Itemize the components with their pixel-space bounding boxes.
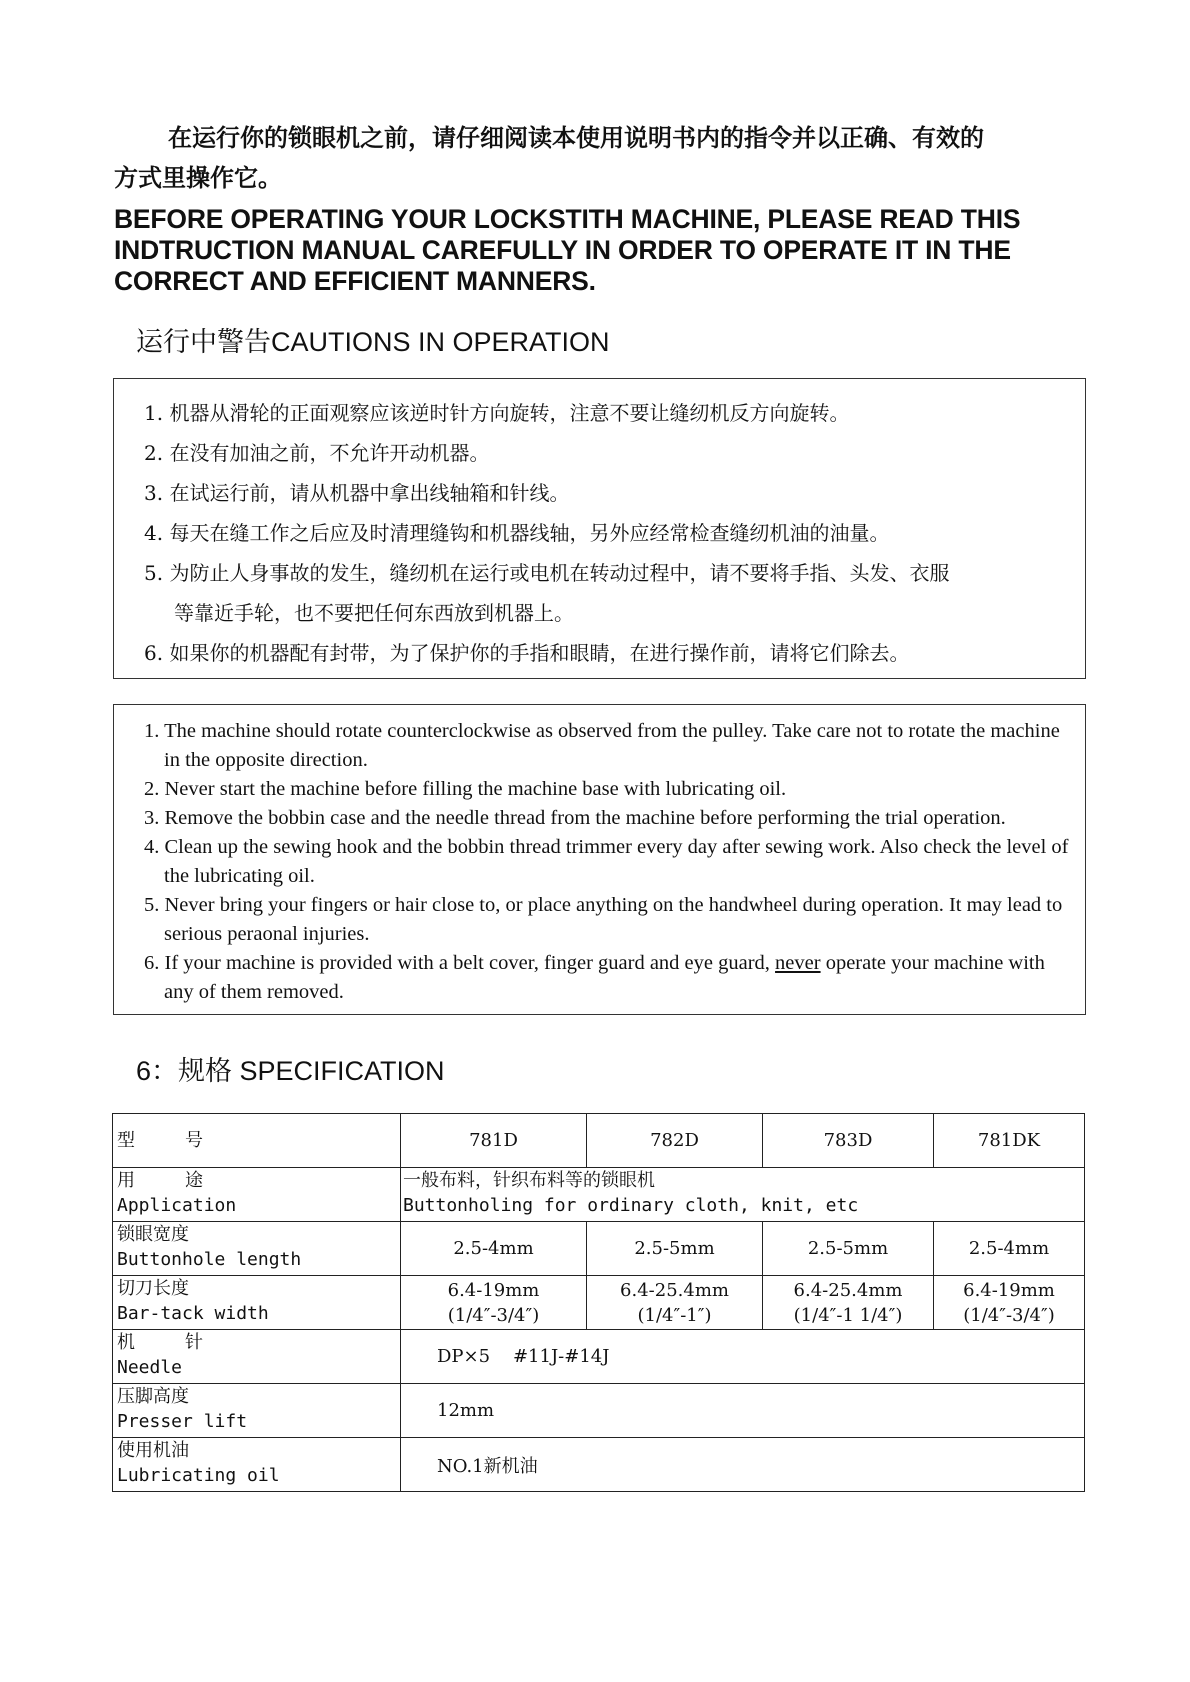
specification-heading: 6：规格 SPECIFICATION [136,1056,445,1086]
bartack-782d: 6.4-25.4mm (1/4″-1″) [587,1276,763,1330]
en-caution-6-never: never [775,952,821,974]
bartack-783d: 6.4-25.4mm (1/4″-1 1/4″) [763,1276,934,1330]
cn-caution-2: 2. 在没有加油之前，不允许开动机器。 [144,441,490,465]
en-caution-2: 2. Never start the machine before filling the machine base with lubricating oil. [144,778,787,800]
bartack-781dk: 6.4-19mm (1/4″-3/4″) [934,1276,1085,1330]
table-row-lubricating-oil [113,1438,1085,1492]
intro-cn-line-1: 在运行你的锁眼机之前，请仔细阅读本使用说明书内的指令并以正确、有效的 [168,124,984,152]
needle-value: DP×5 #11J-#14J [401,1330,1085,1384]
cn-caution-1: 1. 机器从滑轮的正面观察应该逆时针方向旋转，注意不要让缝纫机反方向旋转。 [144,401,850,425]
buttonhole-783d: 2.5-5mm [763,1222,934,1276]
en-caution-6 [144,949,1074,1007]
en-caution-5: 5. Never bring your fingers or hair close to, or place anything on the handwheel during operation. It may lead to serious peraonal injuries. [144,894,1063,945]
cn-caution-5-continued: 等靠近手轮，也不要把任何东西放到机器上。 [174,601,574,625]
bartack-781d: 6.4-19mm (1/4″-3/4″) [401,1276,587,1330]
table-row-presser-lift [113,1384,1085,1438]
buttonhole-781dk: 2.5-4mm [934,1222,1085,1276]
buttonhole-782d: 2.5-5mm [587,1222,763,1276]
cautions-chinese-list [144,393,1064,673]
table-row-buttonhole-length [113,1222,1085,1276]
presser-label-cell: 压脚高度 Presser lift [113,1384,401,1438]
cautions-chinese-box [113,378,1086,679]
en-caution-4: 4. Clean up the sewing hook and the bobbin thread trimmer every day after sewing work. Also check the level of the lubricating oil. [144,836,1069,887]
table-row-model [113,1114,1085,1168]
oil-value: NO.1新机油 [401,1438,1085,1492]
model-782d: 782D [587,1114,763,1168]
intro-en-line-3: CORRECT AND EFFICIENT MANNERS. [114,266,596,296]
table-row-bar-tack-width [113,1276,1085,1330]
intro-en-line-2: INDTRUCTION MANUAL CAREFULLY IN ORDER TO OPERATE IT IN THE [114,235,1011,265]
needle-label-cell: 机 针 Needle [113,1330,401,1384]
model-781dk: 781DK [934,1114,1085,1168]
cn-caution-5: 5. 为防止人身事故的发生，缝纫机在运行或电机在转动过程中，请不要将手指、头发、衣服 [144,561,950,585]
intro-english-paragraph [114,204,1104,297]
cautions-english-list [144,717,1074,1007]
application-label-cell: 用 途 Application [113,1168,401,1222]
en-caution-3: 3. Remove the bobbin case and the needle thread from the machine before performing the trial operation. [144,807,1006,829]
model-781d: 781D [401,1114,587,1168]
table-row-application [113,1168,1085,1222]
model-783d: 783D [763,1114,934,1168]
buttonhole-781d: 2.5-4mm [401,1222,587,1276]
cautions-heading: 运行中警告CAUTIONS IN OPERATION [136,327,610,357]
en-caution-6-end: operate your machine with any of them removed. [164,952,1045,1003]
oil-label-cell: 使用机油 Lubricating oil [113,1438,401,1492]
model-label-cell: 型 号 [113,1114,401,1168]
cautions-english-box [113,704,1086,1015]
presser-value: 12mm [401,1384,1085,1438]
cn-caution-4: 4. 每天在缝工作之后应及时清理缝钩和机器线轴，另外应经常检查缝纫机油的油量。 [144,521,890,545]
specification-table [112,1113,1085,1492]
en-caution-6-start: 6. If your machine is provided with a belt cover, finger guard and eye guard, [144,952,770,974]
application-value-cell: 一般布料，针织布料等的锁眼机 Buttonholing for ordinary cloth, knit, etc [401,1168,1085,1222]
intro-chinese-paragraph [114,118,1094,198]
bartack-label-cell: 切刀长度 Bar-tack width [113,1276,401,1330]
intro-cn-line-2: 方式里操作它。 [114,164,282,192]
en-caution-1: 1. The machine should rotate counterclockwise as observed from the pulley. Take care not to rotate the machine in the opposite direction. [144,720,1060,771]
table-row-needle [113,1330,1085,1384]
buttonhole-label-cell: 锁眼宽度 Buttonhole length [113,1222,401,1276]
cn-caution-3: 3. 在试运行前，请从机器中拿出线轴箱和针线。 [144,481,570,505]
intro-en-line-1: BEFORE OPERATING YOUR LOCKSTITH MACHINE, PLEASE READ THIS [114,204,1021,234]
cn-caution-6: 6. 如果你的机器配有封带，为了保护你的手指和眼睛，在进行操作前，请将它们除去。 [144,641,910,665]
